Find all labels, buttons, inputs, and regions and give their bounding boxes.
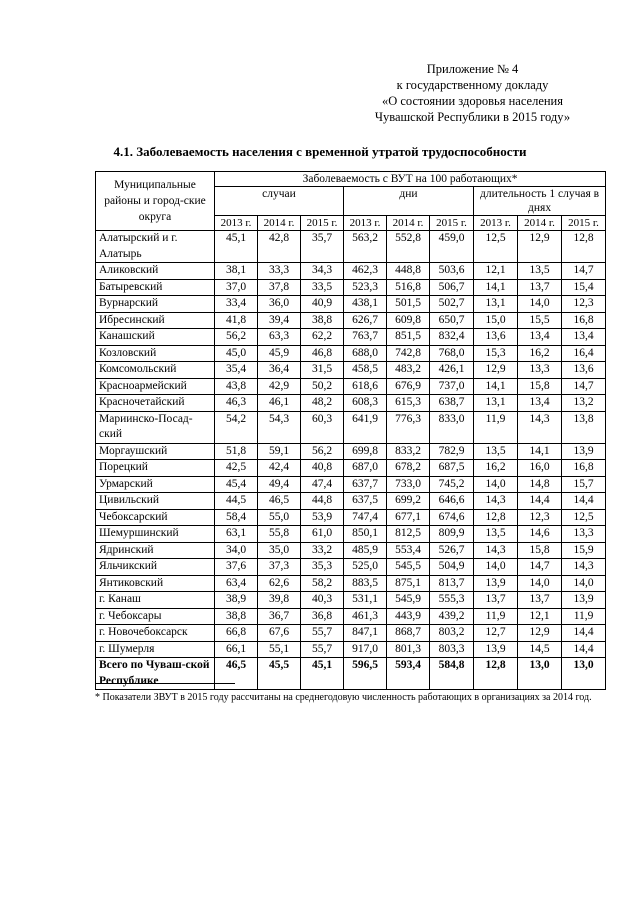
year-header: 2013 г. [215,216,258,231]
value-cell: 688,0 [344,345,387,362]
value-cell: 646,6 [430,493,474,510]
value-cell: 15,5 [518,312,562,329]
value-cell: 14,0 [474,476,518,493]
value-cell: 850,1 [344,526,387,543]
value-cell: 553,4 [387,542,430,559]
value-cell: 809,9 [430,526,474,543]
subheader-duration: длительность 1 случая в днях [474,187,606,216]
table-row [96,279,606,296]
value-cell: 14,7 [518,559,562,576]
value-cell: 13,7 [518,279,562,296]
value-cell: 15,7 [562,476,606,493]
value-cell: 13,3 [518,362,562,379]
value-cell: 16,8 [562,460,606,477]
value-cell: 66,1 [215,641,258,658]
total-row [96,658,606,690]
value-cell: 12,8 [562,231,606,263]
value-cell: 14,0 [562,575,606,592]
district-name: Шемуршинский [96,526,215,543]
value-cell: 63,1 [215,526,258,543]
value-cell: 16,4 [562,345,606,362]
value-cell: 31,5 [301,362,344,379]
value-cell: 16,0 [518,460,562,477]
table-row [96,395,606,412]
table-row [96,411,606,443]
value-cell: 768,0 [430,345,474,362]
value-cell: 15,8 [518,378,562,395]
value-cell: 833,0 [430,411,474,443]
value-cell: 38,1 [215,263,258,280]
year-header: 2014 г. [518,216,562,231]
section-title: 4.1. Заболеваемость населения с временной утратой трудоспособности [113,144,527,159]
value-cell: 14,6 [518,526,562,543]
year-header: 2015 г. [430,216,474,231]
value-cell: 596,5 [344,658,387,690]
value-cell: 33,5 [301,279,344,296]
district-name: Порецкий [96,460,215,477]
value-cell: 483,2 [387,362,430,379]
value-cell: 12,9 [518,625,562,642]
value-cell: 615,3 [387,395,430,412]
table-row [96,575,606,592]
district-name: Ядринский [96,542,215,559]
value-cell: 36,4 [258,362,301,379]
value-cell: 55,0 [258,509,301,526]
value-cell: 43,8 [215,378,258,395]
value-cell: 13,6 [474,329,518,346]
value-cell: 45,0 [215,345,258,362]
value-cell: 53,9 [301,509,344,526]
value-cell: 12,3 [518,509,562,526]
value-cell: 16,2 [474,460,518,477]
value-cell: 38,8 [215,608,258,625]
value-cell: 14,0 [518,575,562,592]
value-cell: 584,8 [430,658,474,690]
value-cell: 747,4 [344,509,387,526]
value-cell: 37,0 [215,279,258,296]
table-row [96,443,606,460]
value-cell: 737,0 [430,378,474,395]
value-cell: 38,8 [301,312,344,329]
district-name: Урмарский [96,476,215,493]
value-cell: 875,1 [387,575,430,592]
table-row [96,296,606,313]
value-cell: 63,4 [215,575,258,592]
value-cell: 40,9 [301,296,344,313]
district-name: г. Канаш [96,592,215,609]
value-cell: 13,0 [562,658,606,690]
value-cell: 733,0 [387,476,430,493]
value-cell: 67,6 [258,625,301,642]
district-name: Мариинско-Посад-ский [96,411,215,443]
table-row [96,460,606,477]
value-cell: 803,2 [430,625,474,642]
table-row [96,526,606,543]
district-name: Моргаушский [96,443,215,460]
value-cell: 443,9 [387,608,430,625]
table-row [96,625,606,642]
value-cell: 12,7 [474,625,518,642]
value-cell: 833,2 [387,443,430,460]
value-cell: 35,4 [215,362,258,379]
value-cell: 813,7 [430,575,474,592]
district-name: Комсомольский [96,362,215,379]
value-cell: 523,3 [344,279,387,296]
value-cell: 14,7 [562,378,606,395]
district-name: Красноармейский [96,378,215,395]
value-cell: 14,0 [474,559,518,576]
value-cell: 14,4 [518,493,562,510]
value-cell: 13,3 [562,526,606,543]
value-cell: 608,3 [344,395,387,412]
value-cell: 687,0 [344,460,387,477]
value-cell: 54,3 [258,411,301,443]
table-row [96,493,606,510]
table-row [96,542,606,559]
table-row [96,378,606,395]
value-cell: 13,6 [562,362,606,379]
value-cell: 55,8 [258,526,301,543]
district-name: Янтиковский [96,575,215,592]
value-cell: 66,8 [215,625,258,642]
value-cell: 650,7 [430,312,474,329]
value-cell: 46,5 [215,658,258,690]
value-cell: 14,8 [518,476,562,493]
appendix-line-2: к государственному докладу [396,78,549,92]
value-cell: 36,7 [258,608,301,625]
value-cell: 39,4 [258,312,301,329]
value-cell: 502,7 [430,296,474,313]
value-cell: 13,9 [562,592,606,609]
value-cell: 448,8 [387,263,430,280]
appendix-line-1: Приложение № 4 [426,62,519,76]
value-cell: 12,8 [474,509,518,526]
district-name: Чебоксарский [96,509,215,526]
value-cell: 12,3 [562,296,606,313]
value-cell: 55,7 [301,625,344,642]
table-row [96,312,606,329]
value-cell: 42,5 [215,460,258,477]
value-cell: 12,5 [562,509,606,526]
value-cell: 41,8 [215,312,258,329]
group-header: Заболеваемость с ВУТ на 100 работающих* [215,172,606,187]
value-cell: 501,5 [387,296,430,313]
value-cell: 676,9 [387,378,430,395]
year-header: 2014 г. [258,216,301,231]
value-cell: 34,3 [301,263,344,280]
table-row [96,641,606,658]
value-cell: 34,0 [215,542,258,559]
value-cell: 13,1 [474,395,518,412]
value-cell: 46,8 [301,345,344,362]
district-name: Красночетайский [96,395,215,412]
year-header: 2015 г. [301,216,344,231]
value-cell: 36,0 [258,296,301,313]
value-cell: 35,0 [258,542,301,559]
value-cell: 13,4 [562,329,606,346]
value-cell: 33,4 [215,296,258,313]
value-cell: 847,1 [344,625,387,642]
value-cell: 13,5 [518,263,562,280]
appendix-line-4: Чувашской Республики в 2015 году» [374,110,571,124]
value-cell: 40,3 [301,592,344,609]
value-cell: 14,1 [474,279,518,296]
table-row [96,263,606,280]
value-cell: 13,9 [562,443,606,460]
value-cell: 14,3 [474,493,518,510]
value-cell: 13,5 [474,443,518,460]
value-cell: 782,9 [430,443,474,460]
value-cell: 62,2 [301,329,344,346]
value-cell: 62,6 [258,575,301,592]
table-body [96,231,606,690]
value-cell: 763,7 [344,329,387,346]
value-cell: 13,5 [474,526,518,543]
table-row [96,345,606,362]
district-name: Канашский [96,329,215,346]
value-cell: 54,2 [215,411,258,443]
value-cell: 45,4 [215,476,258,493]
value-cell: 14,4 [562,493,606,510]
table-row [96,329,606,346]
value-cell: 58,4 [215,509,258,526]
value-cell: 13,2 [562,395,606,412]
table-row [96,231,606,263]
col-header-districts: Муниципальные районы и город-ские округа [96,172,215,231]
subheader-days: дни [344,187,474,216]
value-cell: 36,8 [301,608,344,625]
value-cell: 45,1 [301,658,344,690]
value-cell: 545,9 [387,592,430,609]
value-cell: 503,6 [430,263,474,280]
value-cell: 439,2 [430,608,474,625]
value-cell: 46,1 [258,395,301,412]
value-cell: 49,4 [258,476,301,493]
value-cell: 12,5 [474,231,518,263]
value-cell: 15,9 [562,542,606,559]
value-cell: 593,4 [387,658,430,690]
value-cell: 42,4 [258,460,301,477]
value-cell: 868,7 [387,625,430,642]
value-cell: 42,8 [258,231,301,263]
value-cell: 13,4 [518,329,562,346]
value-cell: 14,5 [518,641,562,658]
value-cell: 461,3 [344,608,387,625]
district-name: Аликовский [96,263,215,280]
morbidity-table [95,171,606,690]
value-cell: 46,3 [215,395,258,412]
value-cell: 60,3 [301,411,344,443]
value-cell: 12,9 [518,231,562,263]
value-cell: 504,9 [430,559,474,576]
value-cell: 40,8 [301,460,344,477]
value-cell: 516,8 [387,279,430,296]
district-name: Козловский [96,345,215,362]
value-cell: 38,9 [215,592,258,609]
value-cell: 55,7 [301,641,344,658]
value-cell: 33,3 [258,263,301,280]
district-name: Алатырский и г. Алатырь [96,231,215,263]
value-cell: 687,5 [430,460,474,477]
value-cell: 637,7 [344,476,387,493]
value-cell: 563,2 [344,231,387,263]
value-cell: 525,0 [344,559,387,576]
value-cell: 14,1 [518,443,562,460]
value-cell: 35,7 [301,231,344,263]
value-cell: 677,1 [387,509,430,526]
value-cell: 35,3 [301,559,344,576]
value-cell: 552,8 [387,231,430,263]
value-cell: 15,8 [518,542,562,559]
value-cell: 812,5 [387,526,430,543]
value-cell: 14,0 [518,296,562,313]
value-cell: 699,2 [387,493,430,510]
value-cell: 59,1 [258,443,301,460]
value-cell: 13,1 [474,296,518,313]
subheader-cases: случаи [215,187,344,216]
value-cell: 14,4 [562,625,606,642]
value-cell: 11,9 [562,608,606,625]
value-cell: 37,8 [258,279,301,296]
year-header: 2014 г. [387,216,430,231]
value-cell: 39,8 [258,592,301,609]
value-cell: 13,0 [518,658,562,690]
value-cell: 555,3 [430,592,474,609]
value-cell: 917,0 [344,641,387,658]
value-cell: 61,0 [301,526,344,543]
value-cell: 883,5 [344,575,387,592]
value-cell: 16,2 [518,345,562,362]
value-cell: 56,2 [215,329,258,346]
appendix-header [360,61,585,125]
district-name: Цивильский [96,493,215,510]
value-cell: 11,9 [474,411,518,443]
value-cell: 48,2 [301,395,344,412]
value-cell: 13,8 [562,411,606,443]
value-cell: 15,3 [474,345,518,362]
value-cell: 618,6 [344,378,387,395]
value-cell: 12,1 [518,608,562,625]
value-cell: 745,2 [430,476,474,493]
appendix-line-3: «О состоянии здоровья населения [381,94,563,108]
value-cell: 55,1 [258,641,301,658]
value-cell: 438,1 [344,296,387,313]
value-cell: 45,5 [258,658,301,690]
value-cell: 45,1 [215,231,258,263]
value-cell: 638,7 [430,395,474,412]
value-cell: 674,6 [430,509,474,526]
value-cell: 58,2 [301,575,344,592]
value-cell: 851,5 [387,329,430,346]
value-cell: 12,9 [474,362,518,379]
footnote: * Показатели ЗВУТ в 2015 году рассчитаны на среднегодовую численность работающих в организациях за 2014 год. [95,692,592,703]
value-cell: 699,8 [344,443,387,460]
value-cell: 13,9 [474,575,518,592]
table-row [96,592,606,609]
value-cell: 506,7 [430,279,474,296]
district-name: Яльчикский [96,559,215,576]
value-cell: 776,3 [387,411,430,443]
value-cell: 47,4 [301,476,344,493]
value-cell: 803,3 [430,641,474,658]
value-cell: 485,9 [344,542,387,559]
value-cell: 11,9 [474,608,518,625]
value-cell: 44,5 [215,493,258,510]
value-cell: 12,8 [474,658,518,690]
district-name: Ибресинский [96,312,215,329]
value-cell: 44,8 [301,493,344,510]
value-cell: 832,4 [430,329,474,346]
value-cell: 526,7 [430,542,474,559]
district-name: Вурнарский [96,296,215,313]
year-header: 2013 г. [344,216,387,231]
value-cell: 459,0 [430,231,474,263]
value-cell: 14,3 [518,411,562,443]
value-cell: 14,1 [474,378,518,395]
value-cell: 637,5 [344,493,387,510]
value-cell: 13,9 [474,641,518,658]
value-cell: 15,0 [474,312,518,329]
value-cell: 14,4 [562,641,606,658]
value-cell: 641,9 [344,411,387,443]
value-cell: 13,4 [518,395,562,412]
value-cell: 801,3 [387,641,430,658]
value-cell: 14,3 [474,542,518,559]
value-cell: 45,9 [258,345,301,362]
value-cell: 12,1 [474,263,518,280]
value-cell: 609,8 [387,312,430,329]
value-cell: 742,8 [387,345,430,362]
district-name: г. Новочебоксарск [96,625,215,642]
total-label: Всего по Чуваш-ской Республике [96,658,215,690]
value-cell: 426,1 [430,362,474,379]
year-header: 2015 г. [562,216,606,231]
value-cell: 14,7 [562,263,606,280]
table-row [96,476,606,493]
table-row [96,509,606,526]
value-cell: 56,2 [301,443,344,460]
value-cell: 13,7 [518,592,562,609]
value-cell: 678,2 [387,460,430,477]
value-cell: 46,5 [258,493,301,510]
value-cell: 37,3 [258,559,301,576]
district-name: г. Чебоксары [96,608,215,625]
value-cell: 33,2 [301,542,344,559]
value-cell: 13,7 [474,592,518,609]
year-header: 2013 г. [474,216,518,231]
district-name: Батыревский [96,279,215,296]
table-row [96,362,606,379]
value-cell: 14,3 [562,559,606,576]
footnote-divider [95,683,235,684]
value-cell: 16,8 [562,312,606,329]
table-row [96,559,606,576]
value-cell: 545,5 [387,559,430,576]
table-row [96,608,606,625]
value-cell: 63,3 [258,329,301,346]
district-name: г. Шумерля [96,641,215,658]
value-cell: 626,7 [344,312,387,329]
value-cell: 15,4 [562,279,606,296]
value-cell: 50,2 [301,378,344,395]
value-cell: 37,6 [215,559,258,576]
value-cell: 458,5 [344,362,387,379]
value-cell: 42,9 [258,378,301,395]
value-cell: 462,3 [344,263,387,280]
value-cell: 531,1 [344,592,387,609]
value-cell: 51,8 [215,443,258,460]
